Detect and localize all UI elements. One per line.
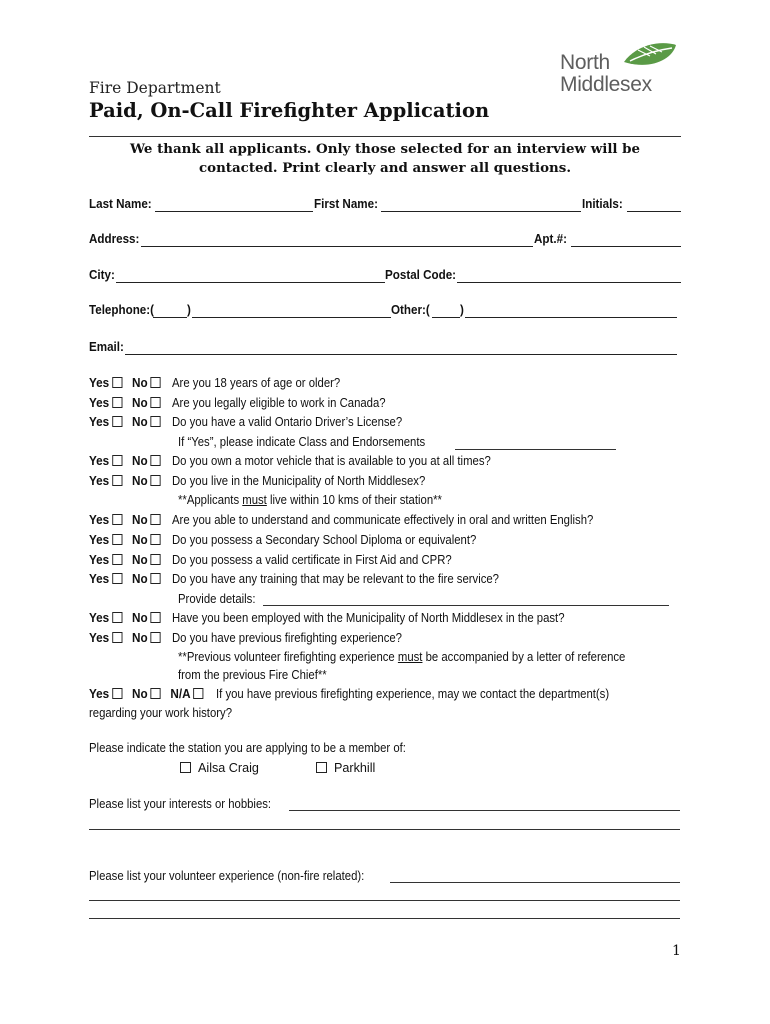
- telephone-paren-close: ): [187, 303, 191, 317]
- no-label: No: [131, 553, 148, 567]
- no-checkbox[interactable]: [150, 632, 160, 643]
- yes-checkbox[interactable]: [112, 688, 122, 699]
- no-checkbox[interactable]: [150, 612, 160, 623]
- question-text: Do you possess a valid certificate in First Aid and CPR?: [172, 553, 452, 567]
- work-history-text: regarding your work history?: [89, 706, 233, 720]
- yes-checkbox[interactable]: [112, 397, 122, 408]
- question-row: [89, 473, 681, 490]
- yes-label: Yes: [89, 553, 110, 567]
- city-row: [89, 268, 681, 284]
- question-row: [89, 453, 681, 470]
- no-checkbox[interactable]: [150, 688, 160, 699]
- address-field[interactable]: [141, 246, 533, 247]
- no-checkbox[interactable]: [150, 514, 160, 525]
- question-text: Have you been employed with the Municipality of North Middlesex in the past?: [172, 611, 565, 625]
- department-label: Fire Department: [89, 79, 221, 97]
- no-label: No: [131, 687, 148, 701]
- no-label: No: [131, 454, 148, 468]
- address-label: Address:: [89, 232, 140, 246]
- yes-checkbox[interactable]: [112, 475, 122, 486]
- interests-field-line[interactable]: [89, 829, 680, 830]
- note-emphasis: must: [242, 493, 267, 507]
- question-row: [89, 395, 681, 412]
- station-option-parkhill[interactable]: [316, 760, 375, 777]
- volunteer-field[interactable]: [390, 882, 680, 883]
- initials-label: Initials:: [582, 197, 623, 211]
- note-emphasis: must: [397, 650, 423, 664]
- city-field[interactable]: [116, 282, 385, 283]
- parkhill-checkbox[interactable]: [316, 762, 327, 773]
- question-text: Do you live in the Municipality of North Middlesex?: [172, 474, 426, 488]
- question-text: Do you have previous firefighting experience?: [172, 631, 402, 645]
- email-row: [89, 340, 681, 356]
- question-text: Are you legally eligible to work in Canada?: [172, 396, 386, 410]
- name-row: [89, 197, 681, 213]
- initials-field[interactable]: [627, 211, 681, 212]
- no-checkbox[interactable]: [150, 455, 160, 466]
- interests-prompt: Please list your interests or hobbies:: [89, 797, 272, 811]
- apt-field[interactable]: [571, 246, 681, 247]
- ailsa-craig-checkbox[interactable]: [180, 762, 191, 773]
- station-option-label: Ailsa Craig: [198, 761, 259, 775]
- other-phone-field[interactable]: [465, 317, 677, 318]
- last-name-label: Last Name:: [89, 197, 152, 211]
- note-text: **Previous volunteer firefighting experience: [178, 650, 398, 664]
- question-row: [89, 375, 681, 392]
- yes-label: Yes: [89, 376, 110, 390]
- no-label: No: [131, 631, 148, 645]
- question-text: Do you have a valid Ontario Driver’s License?: [172, 415, 403, 429]
- note-text: **Applicants: [178, 493, 243, 507]
- station-option-ailsa-craig[interactable]: [180, 760, 259, 777]
- question-row: [89, 532, 681, 549]
- no-label: No: [131, 474, 148, 488]
- yes-checkbox[interactable]: [112, 612, 122, 623]
- yes-label: Yes: [89, 513, 110, 527]
- question-row-contact-department: [89, 686, 681, 703]
- other-phone-paren-close: ): [460, 303, 464, 317]
- license-class-note: If “Yes”, please indicate Class and Endorsements: [178, 435, 426, 449]
- no-label: No: [131, 513, 148, 527]
- logo-text-middlesex: Middlesex: [560, 73, 652, 96]
- address-row: [89, 232, 681, 248]
- page-number: 1: [672, 943, 681, 959]
- yes-label: Yes: [89, 572, 110, 586]
- apt-label: Apt.#:: [534, 232, 567, 246]
- north-middlesex-logo: [556, 40, 686, 98]
- note-text: be accompanied by a letter of reference: [422, 650, 626, 664]
- yes-checkbox[interactable]: [112, 416, 122, 427]
- yes-label: Yes: [89, 454, 110, 468]
- no-checkbox[interactable]: [150, 397, 160, 408]
- provide-details-label: Provide details:: [178, 592, 256, 606]
- other-phone-area-code-field[interactable]: [432, 317, 460, 318]
- email-field[interactable]: [125, 354, 677, 355]
- question-text: If you have previous firefighting experience, may we contact the department(s): [216, 687, 610, 701]
- first-name-label: First Name:: [314, 197, 378, 211]
- question-text: Are you able to understand and communicate effectively in oral and written English?: [172, 513, 594, 527]
- question-text: Do you own a motor vehicle that is available to you at all times?: [172, 454, 491, 468]
- question-row: [89, 552, 681, 569]
- yes-label: Yes: [89, 611, 110, 625]
- yes-label: Yes: [89, 687, 110, 701]
- no-label: No: [131, 376, 148, 390]
- first-name-field[interactable]: [381, 211, 581, 212]
- license-class-field[interactable]: [455, 449, 616, 450]
- no-label: No: [131, 533, 148, 547]
- question-row: [89, 414, 681, 431]
- postal-code-field[interactable]: [457, 282, 681, 283]
- no-label: No: [131, 572, 148, 586]
- telephone-field[interactable]: [192, 317, 391, 318]
- previous-volunteer-note-line2: from the previous Fire Chief**: [178, 668, 327, 682]
- notice-text: We thank all applicants. Only those selected for an interview will be contacted. Print clearly and answer all questions.: [129, 141, 641, 176]
- yes-label: Yes: [89, 415, 110, 429]
- interests-field[interactable]: [289, 810, 680, 811]
- last-name-field[interactable]: [155, 211, 313, 212]
- question-row: [89, 571, 681, 588]
- phone-row: [89, 303, 681, 319]
- telephone-area-code-field[interactable]: [153, 317, 187, 318]
- yes-label: Yes: [89, 396, 110, 410]
- question-text: Do you have any training that may be relevant to the fire service?: [172, 572, 499, 586]
- question-row: [89, 610, 681, 627]
- city-label: City:: [89, 268, 115, 282]
- yes-label: Yes: [89, 631, 110, 645]
- na-checkbox[interactable]: [193, 688, 203, 699]
- no-checkbox[interactable]: [150, 475, 160, 486]
- no-label: No: [131, 415, 148, 429]
- no-label: No: [131, 396, 148, 410]
- question-text: Do you possess a Secondary School Diploma or equivalent?: [172, 533, 477, 547]
- no-checkbox[interactable]: [150, 573, 160, 584]
- na-label: N/A: [170, 687, 191, 701]
- question-row: [89, 630, 681, 647]
- station-prompt: Please indicate the station you are applying to be a member of:: [89, 741, 406, 755]
- other-phone-label: Other:(: [391, 303, 430, 317]
- volunteer-field-line[interactable]: [89, 900, 680, 901]
- yes-checkbox[interactable]: [112, 573, 122, 584]
- yes-label: Yes: [89, 474, 110, 488]
- question-text: Are you 18 years of age or older?: [172, 376, 341, 390]
- yes-checkbox[interactable]: [112, 554, 122, 565]
- no-checkbox[interactable]: [150, 377, 160, 388]
- yes-label: Yes: [89, 533, 110, 547]
- live-within-note: [178, 492, 442, 509]
- no-checkbox[interactable]: [150, 416, 160, 427]
- yes-checkbox[interactable]: [112, 534, 122, 545]
- page-title: Paid, On-Call Firefighter Application: [89, 99, 490, 122]
- no-checkbox[interactable]: [150, 534, 160, 545]
- yes-checkbox[interactable]: [112, 632, 122, 643]
- station-option-label: Parkhill: [334, 761, 376, 775]
- telephone-label: Telephone:(: [89, 303, 155, 317]
- training-details-field[interactable]: [263, 605, 669, 606]
- volunteer-field-line[interactable]: [89, 918, 680, 919]
- email-label: Email:: [89, 340, 124, 354]
- logo-text-north: North: [560, 51, 610, 74]
- title-divider: [89, 136, 681, 137]
- volunteer-prompt: Please list your volunteer experience (non-fire related):: [89, 869, 365, 883]
- previous-volunteer-note: [178, 649, 625, 666]
- no-label: No: [131, 611, 148, 625]
- yes-checkbox[interactable]: [112, 514, 122, 525]
- postal-code-label: Postal Code:: [385, 268, 457, 282]
- no-checkbox[interactable]: [150, 554, 160, 565]
- leaf-icon: [620, 42, 678, 72]
- note-text: live within 10 kms of their station**: [266, 493, 442, 507]
- yes-checkbox[interactable]: [112, 455, 122, 466]
- yes-checkbox[interactable]: [112, 377, 122, 388]
- question-row: [89, 512, 681, 529]
